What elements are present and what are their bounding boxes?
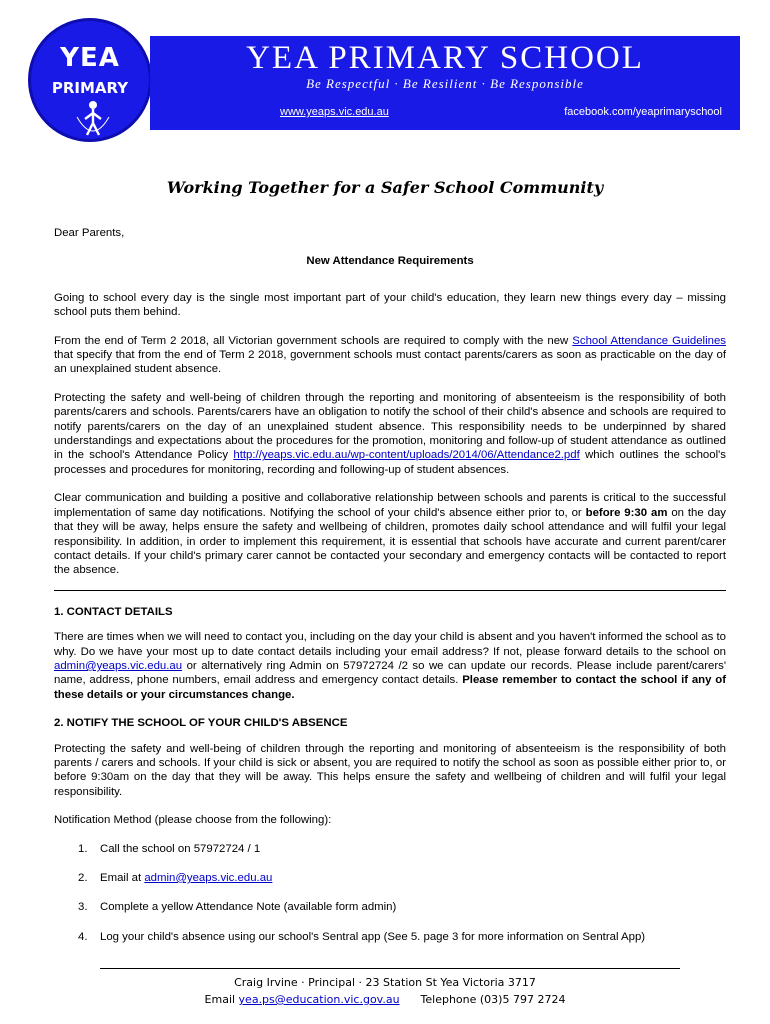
section-2-text: Protecting the safety and well-being of children through the reporting and monitoring of absenteeism is the responsibility of both parents / carers and schools. If your child is sick or absent, you are required to notify the school as soon as possible either prior to, or before 9:30am on the day that they will be away. This helps ensure the safety and wellbeing of children and will fulfil your legal responsibility. bbox=[54, 742, 726, 798]
list-text: Email at bbox=[100, 872, 145, 884]
website-link[interactable]: www.yeaps.vic.edu.au bbox=[280, 106, 389, 118]
footer-phone: Telephone (03)5 797 2724 bbox=[420, 993, 566, 1006]
paragraph-4-text-b: on the day that they will be away, helps ensure the safety and wellbeing of children, promotes daily school attendance and will fulfil your legal responsibility. In addition, in order to implement this requirement, it is essential that schools have accurate and current parent/carer contact details. If your child's primary carer cannot be contacted your secondary and emergency contacts will be contacted to report the absence. bbox=[54, 506, 726, 577]
school-logo bbox=[28, 18, 152, 142]
admin-email-link[interactable]: admin@yeaps.vic.edu.au bbox=[54, 659, 183, 672]
paragraph-2-text-a: From the end of Term 2 2018, all Victorian government schools are required to comply with the new bbox=[54, 334, 573, 347]
school-banner bbox=[150, 36, 740, 130]
list-number: 2. bbox=[78, 872, 88, 884]
paragraph-2-text-b: that specify that from the end of Term 2 2018, government schools must contact parents/carers as soon as practicable on the day of an unexplained student absence. bbox=[54, 349, 726, 376]
footer-contact bbox=[0, 993, 770, 1006]
skipping-child-icon bbox=[73, 97, 113, 141]
section-1-title: 1. CONTACT DETAILS bbox=[54, 605, 173, 618]
greeting: Dear Parents, bbox=[54, 227, 125, 239]
methods-intro: Notification Method (please choose from the following): bbox=[54, 814, 332, 827]
footer-email-link[interactable]: yea.ps@education.vic.gov.au bbox=[238, 993, 400, 1006]
list-item bbox=[54, 900, 726, 914]
method-email-link[interactable]: admin@yeaps.vic.edu.au bbox=[144, 872, 273, 884]
tagline: Working Together for a Safer School Community bbox=[166, 178, 604, 197]
paragraph-4-bold: before 9:30 am bbox=[585, 506, 668, 519]
list-text: Log your child's absence using our school's Sentral app (See 5. page 3 for more information on Sentral App) bbox=[100, 930, 646, 943]
section-1-text-b: or alternatively ring Admin on 57972724 /2 so we can update our records. Please include parent/carers' name, address, phone numbers, email address and emergency contact details. bbox=[54, 659, 726, 687]
paragraph-2 bbox=[54, 334, 726, 377]
list-number: 4. bbox=[78, 930, 88, 943]
section-1-text-a: There are times when we will need to contact you, including on the day your child is absent and you haven't informed the school as to why. Do we have your most up to date contact details including your email address? If not, please forward details to the school on bbox=[54, 631, 726, 658]
list-item bbox=[54, 842, 726, 856]
section-2-title: 2. NOTIFY THE SCHOOL OF YOUR CHILD'S ABSENCE bbox=[54, 717, 348, 730]
school-motto: Be Respectful · Be Resilient · Be Responsible bbox=[306, 76, 584, 91]
letter-subject: New Attendance Requirements bbox=[306, 255, 474, 268]
footer-address: Craig Irvine · Principal · 23 Station St Yea Victoria 3717 bbox=[234, 976, 536, 989]
letterhead bbox=[0, 0, 770, 150]
footer-rule bbox=[100, 968, 680, 969]
attendance-policy-link[interactable]: http://yeaps.vic.edu.au/wp-content/uploads/2014/06/Attendance2.pdf bbox=[233, 449, 580, 462]
footer-email-label: Email bbox=[204, 993, 239, 1006]
facebook-link[interactable]: facebook.com/yeaprimaryschool bbox=[564, 106, 722, 118]
list-text: Call the school on 57972724 / 1 bbox=[100, 842, 261, 855]
paragraph-3-text-b: which outlines the school's processes and procedures for monitoring, recording and following-up of student absences. bbox=[54, 449, 726, 476]
paragraph-1: Going to school every day is the single most important part of your child's education, they learn new things every day – missing school puts them behind. bbox=[54, 291, 726, 319]
paragraph-3 bbox=[54, 391, 726, 477]
school-name: YEA PRIMARY SCHOOL bbox=[246, 40, 644, 76]
list-text: Complete a yellow Attendance Note (available form admin) bbox=[100, 901, 397, 914]
section-1-text bbox=[54, 630, 726, 702]
attendance-guidelines-link[interactable]: School Attendance Guidelines bbox=[572, 334, 726, 347]
list-item bbox=[54, 930, 726, 944]
list-number: 3. bbox=[78, 901, 88, 914]
list-item bbox=[54, 871, 726, 885]
section-1-bold: Please remember to contact the school if any of these details or your circumstances change. bbox=[54, 674, 726, 701]
section-divider bbox=[54, 590, 726, 591]
footer-spacer bbox=[400, 993, 421, 1006]
notification-methods-list bbox=[54, 842, 726, 945]
logo-primary-text: PRIMARY bbox=[51, 79, 129, 97]
logo-yea-text: YEA bbox=[60, 43, 120, 73]
letter-body bbox=[54, 226, 726, 959]
paragraph-4-text-a: Clear communication and building a positive and collaborative relationship between schools and parents is critical to the successful implementation of same day notifications. Notifying the school of your child's absence either prior to, or bbox=[54, 492, 726, 519]
paragraph-3-text-a: Protecting the safety and well-being of children through the reporting and monitoring of absenteeism is the responsibility of both parents/carers and schools. Parents/carers have an obligation to notify the school of their child's absence and schools are required to notify parents/carers on the day of an unexplained student absence. This responsibility needs to be underpinned by shared understandings and expectations about the procedures for the promotion, monitoring and follow-up of student attendance as outlined in the school's Attendance Policy bbox=[54, 391, 726, 462]
list-number: 1. bbox=[78, 842, 88, 855]
paragraph-4 bbox=[54, 491, 726, 577]
